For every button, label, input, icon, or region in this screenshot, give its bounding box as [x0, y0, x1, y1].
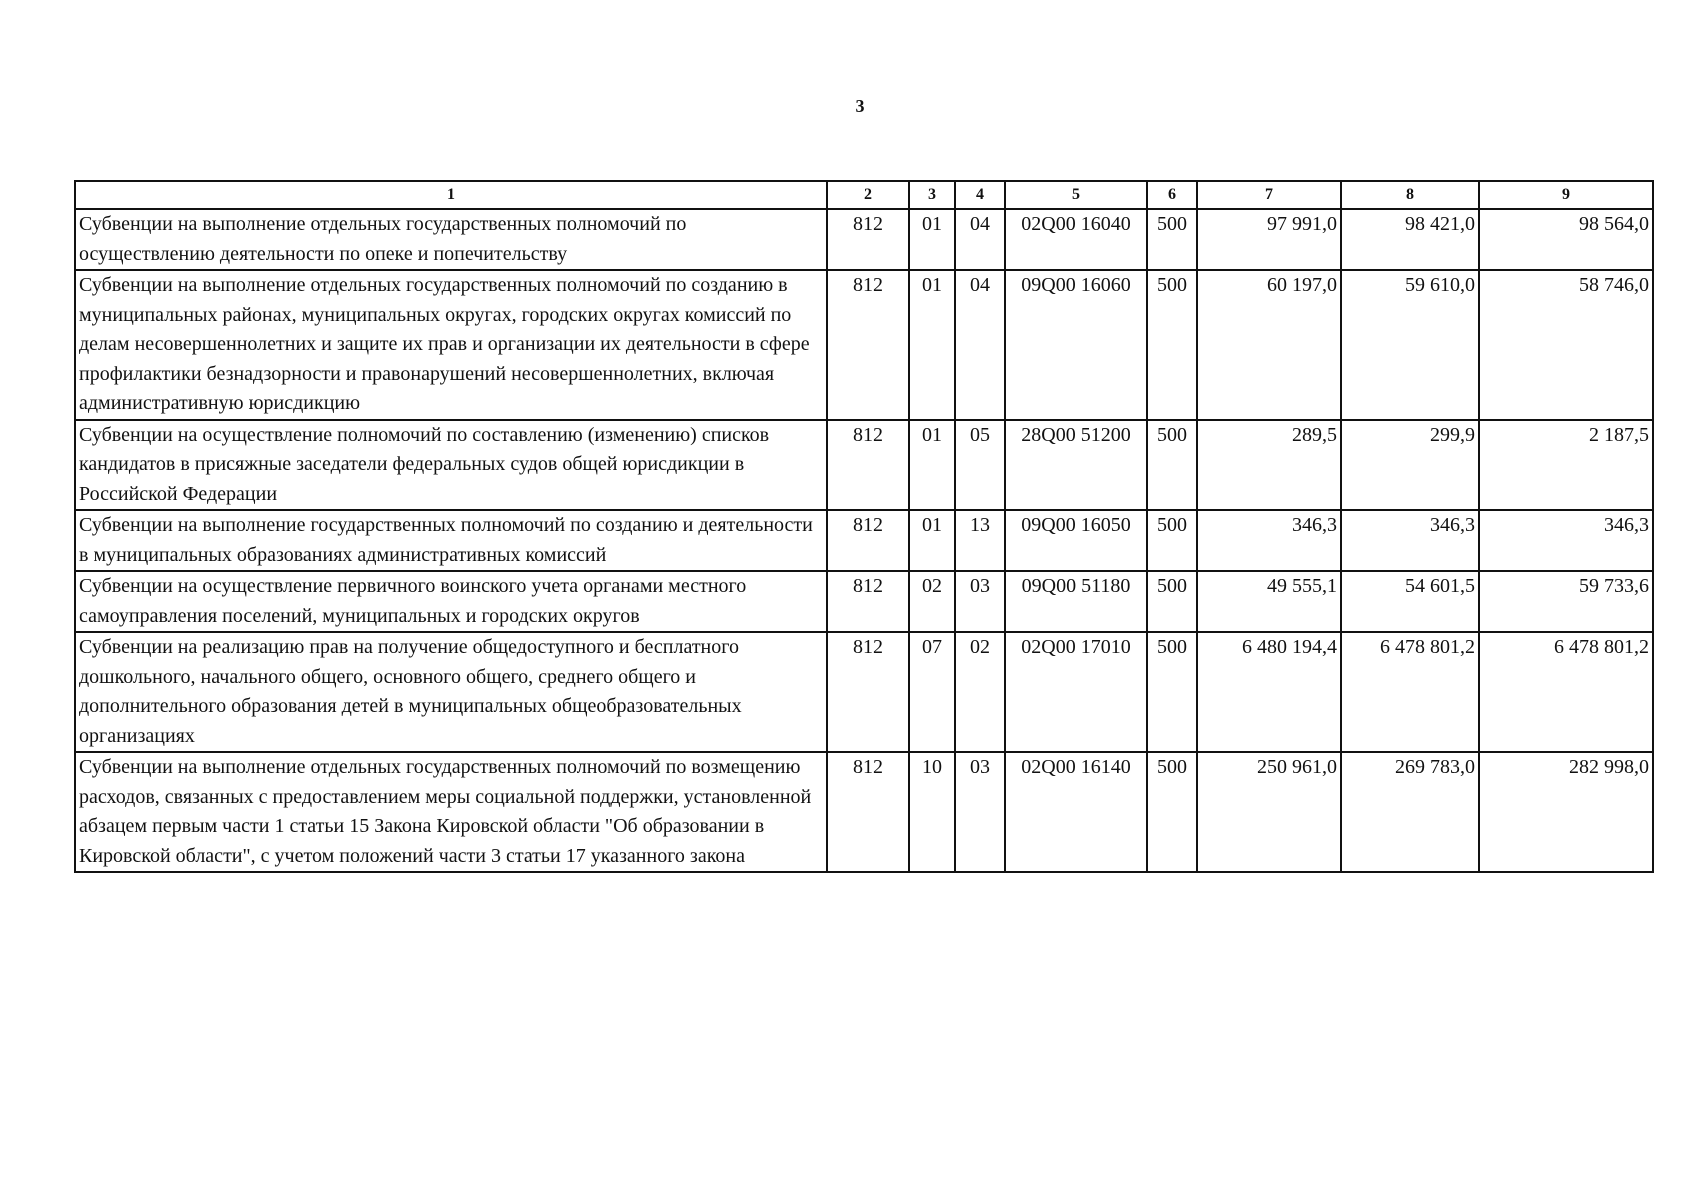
header-cell-2: 2 [827, 181, 909, 209]
row-description: Субвенции на выполнение отдельных государственных полномочий по созданию в муниципальных районах, муниципальных округах, городских округах комиссий по делам несовершеннолетних и защите их прав и организации их деятельности в сфере профилактики безнадзорности и правонарушений несовершеннолетних, включая административную юрисдикцию [75, 270, 827, 420]
table-row [75, 632, 1653, 752]
header-cell-5: 5 [1005, 181, 1147, 209]
table-row [75, 752, 1653, 872]
subsection-code: 04 [955, 209, 1005, 270]
subsection-code: 04 [955, 270, 1005, 420]
ministry-code: 812 [827, 420, 909, 511]
section-code: 01 [909, 270, 955, 420]
target-article-code: 02Q00 16040 [1005, 209, 1147, 270]
section-code: 10 [909, 752, 955, 872]
row-description: Субвенции на выполнение отдельных государственных полномочий по возмещению расходов, связанных с предоставлением меры социальной поддержки, установленной абзацем первым части 1 статьи 15 Закона Кировской области "Об образовании в Кировской области", с учетом положений части 3 статьи 17 указанного закона [75, 752, 827, 872]
expense-type-code: 500 [1147, 752, 1197, 872]
header-cell-7: 7 [1197, 181, 1341, 209]
expense-type-code: 500 [1147, 270, 1197, 420]
amount-year-3: 2 187,5 [1479, 420, 1653, 511]
subsection-code: 03 [955, 752, 1005, 872]
table-row [75, 571, 1653, 632]
ministry-code: 812 [827, 752, 909, 872]
row-description: Субвенции на осуществление первичного воинского учета органами местного самоуправления поселений, муниципальных и городских округов [75, 571, 827, 632]
section-code: 01 [909, 510, 955, 571]
row-description: Субвенции на реализацию прав на получение общедоступного и бесплатного дошкольного, начального общего, основного общего, среднего общего и дополнительного образования детей в муниципальных общеобразовательных организациях [75, 632, 827, 752]
page-number: 3 [855, 96, 865, 116]
amount-year-3: 98 564,0 [1479, 209, 1653, 270]
expense-type-code: 500 [1147, 209, 1197, 270]
header-cell-4: 4 [955, 181, 1005, 209]
table-row [75, 270, 1653, 420]
amount-year-1: 289,5 [1197, 420, 1341, 511]
target-article-code: 02Q00 17010 [1005, 632, 1147, 752]
header-cell-8: 8 [1341, 181, 1479, 209]
amount-year-1: 49 555,1 [1197, 571, 1341, 632]
amount-year-1: 97 991,0 [1197, 209, 1341, 270]
section-code: 01 [909, 420, 955, 511]
header-cell-1: 1 [75, 181, 827, 209]
target-article-code: 09Q00 51180 [1005, 571, 1147, 632]
amount-year-3: 59 733,6 [1479, 571, 1653, 632]
subsection-code: 05 [955, 420, 1005, 511]
amount-year-1: 6 480 194,4 [1197, 632, 1341, 752]
target-article-code: 09Q00 16050 [1005, 510, 1147, 571]
amount-year-3: 6 478 801,2 [1479, 632, 1653, 752]
row-description: Субвенции на осуществление полномочий по составлению (изменению) списков кандидатов в присяжные заседатели федеральных судов общей юрисдикции в Российской Федерации [75, 420, 827, 511]
amount-year-3: 58 746,0 [1479, 270, 1653, 420]
section-code: 02 [909, 571, 955, 632]
amount-year-2: 59 610,0 [1341, 270, 1479, 420]
header-row [75, 181, 1653, 209]
budget-table [74, 180, 1654, 873]
amount-year-2: 299,9 [1341, 420, 1479, 511]
ministry-code: 812 [827, 571, 909, 632]
header-cell-3: 3 [909, 181, 955, 209]
ministry-code: 812 [827, 632, 909, 752]
row-description: Субвенции на выполнение отдельных государственных полномочий по осуществлению деятельности по опеке и попечительству [75, 209, 827, 270]
amount-year-2: 54 601,5 [1341, 571, 1479, 632]
target-article-code: 28Q00 51200 [1005, 420, 1147, 511]
subsection-code: 03 [955, 571, 1005, 632]
expense-type-code: 500 [1147, 571, 1197, 632]
amount-year-1: 60 197,0 [1197, 270, 1341, 420]
ministry-code: 812 [827, 209, 909, 270]
section-code: 01 [909, 209, 955, 270]
table-row [75, 510, 1653, 571]
target-article-code: 09Q00 16060 [1005, 270, 1147, 420]
header-cell-9: 9 [1479, 181, 1653, 209]
ministry-code: 812 [827, 270, 909, 420]
amount-year-2: 346,3 [1341, 510, 1479, 571]
section-code: 07 [909, 632, 955, 752]
header-cell-6: 6 [1147, 181, 1197, 209]
target-article-code: 02Q00 16140 [1005, 752, 1147, 872]
amount-year-3: 346,3 [1479, 510, 1653, 571]
ministry-code: 812 [827, 510, 909, 571]
row-description: Субвенции на выполнение государственных полномочий по созданию и деятельности в муниципальных образованиях административных комиссий [75, 510, 827, 571]
amount-year-1: 250 961,0 [1197, 752, 1341, 872]
table-row [75, 209, 1653, 270]
amount-year-2: 98 421,0 [1341, 209, 1479, 270]
amount-year-3: 282 998,0 [1479, 752, 1653, 872]
expense-type-code: 500 [1147, 632, 1197, 752]
amount-year-2: 269 783,0 [1341, 752, 1479, 872]
table-row [75, 420, 1653, 511]
amount-year-2: 6 478 801,2 [1341, 632, 1479, 752]
subsection-code: 13 [955, 510, 1005, 571]
amount-year-1: 346,3 [1197, 510, 1341, 571]
expense-type-code: 500 [1147, 510, 1197, 571]
expense-type-code: 500 [1147, 420, 1197, 511]
subsection-code: 02 [955, 632, 1005, 752]
